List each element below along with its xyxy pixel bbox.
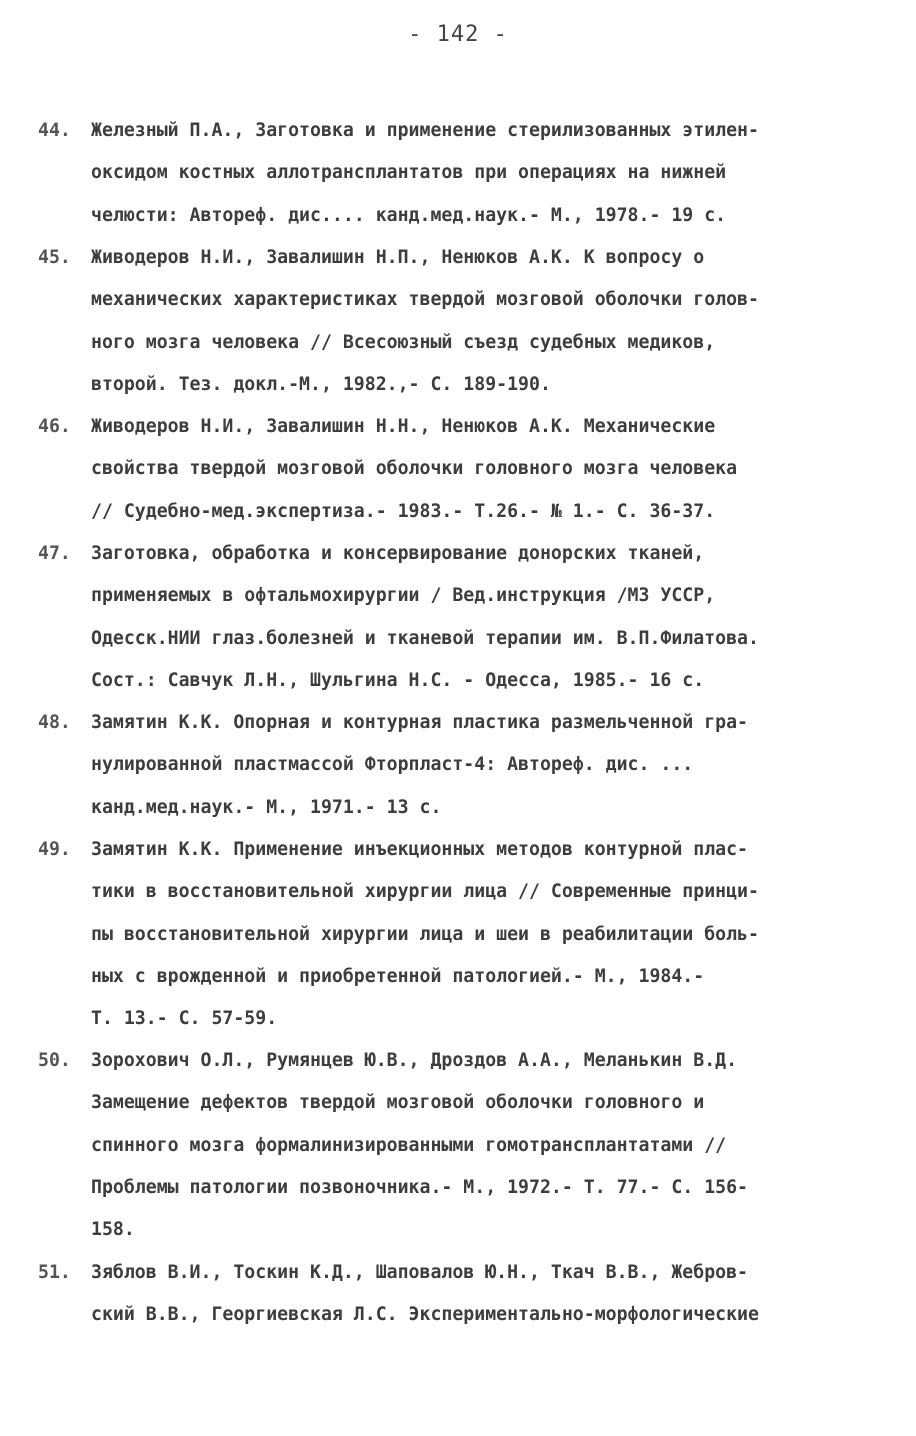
reference-text-line: второй. Тез. докл.-М., 1982.,- С. 189-190. [91,373,551,395]
reference-text-line: Сост.: Савчук Л.Н., Шульгина Н.С. - Одесса, 1985.- 16 с. [91,669,705,691]
reference-number: 45. [38,247,71,268]
reference-text-line: Живодеров Н.И., Завалишин Н.П., Ненюков А.К. К вопросу о [91,247,705,268]
reference-number: 44. [38,120,71,141]
reference-number: 51. [38,1262,71,1283]
reference-number: 48. [38,712,71,733]
reference-text-line: // Судебно-мед.экспертиза.- 1983.- Т.26.- № 1.- С. 36-37. [91,500,716,522]
reference-text-line: канд.мед.наук.- М., 1971.- 13 с. [91,796,442,818]
reference-text-line: Живодеров Н.И., Завалишин Н.Н., Ненюков А.К. Механические [91,416,716,437]
reference-text-line: ных с врожденной и приобретенной патологией.- М., 1984.- [91,965,705,987]
reference-number: 49. [38,839,71,860]
reference-text-line: ский В.В., Георгиевская Л.С. Экспериментально-морфологические [91,1304,759,1326]
reference-number: 47. [38,543,71,564]
reference-text-line: спинного мозга формалинизированными гомотрансплантатами // [91,1134,727,1156]
reference-text-line: Проблемы патологии позвоночника.- М., 1972.- Т. 77.- С. 156- [91,1176,748,1198]
reference-text-line: Замятин К.К. Опорная и контурная пластика размельченной гра- [91,712,748,733]
reference-text-line: Зорохович О.Л., Румянцев Ю.В., Дроздов А.А., Меланькин В.Д. [91,1050,738,1071]
reference-text-line: ного мозга человека // Всесоюзный съезд судебных медиков, [91,331,716,353]
reference-text-line: пы восстановительной хирургии лица и шеи в реабилитации боль- [91,923,759,945]
reference-text-line: тики в восстановительной хирургии лица // Современные принци- [91,881,759,903]
reference-text-line: челюсти: Автореф. дис.... канд.мед.наук.- М., 1978.- 19 с. [91,204,727,226]
reference-number: 46. [38,416,71,437]
reference-text-line: механических характеристиках твердой мозговой оболочки голов- [91,289,759,311]
reference-text-line: Замещение дефектов твердой мозговой оболочки головного и [91,1092,705,1114]
reference-text-line: Одесск.НИИ глаз.болезней и тканевой терапии им. В.П.Филатова. [91,627,759,649]
reference-text-line: Т. 13.- С. 57-59. [91,1008,278,1030]
reference-text-line: свойства твердой мозговой оболочки головного мозга человека [91,458,738,480]
reference-text-line: оксидом костных аллотрансплантатов при операциях на нижней [91,162,727,184]
reference-text-line: 158. [91,1219,135,1241]
reference-text-line: применяемых в офтальмохирургии / Вед.инструкция /МЗ УССР, [91,585,716,607]
reference-text-line: Зяблов В.И., Тоскин К.Д., Шаповалов Ю.Н., Ткач В.В., Жебров- [91,1262,748,1283]
reference-text-line: Замятин К.К. Применение инъекционных методов контурной плас- [91,839,748,860]
reference-text-line: Заготовка, обработка и консервирование донорских тканей, [91,543,705,564]
reference-text-line: нулированной пластмассой Фторпласт-4: Автореф. дис. ... [91,754,694,776]
reference-number: 50. [38,1050,71,1071]
reference-text-line: Железный П.А., Заготовка и применение стерилизованных этилен- [91,120,759,141]
page-number: - 142 - [408,22,508,47]
